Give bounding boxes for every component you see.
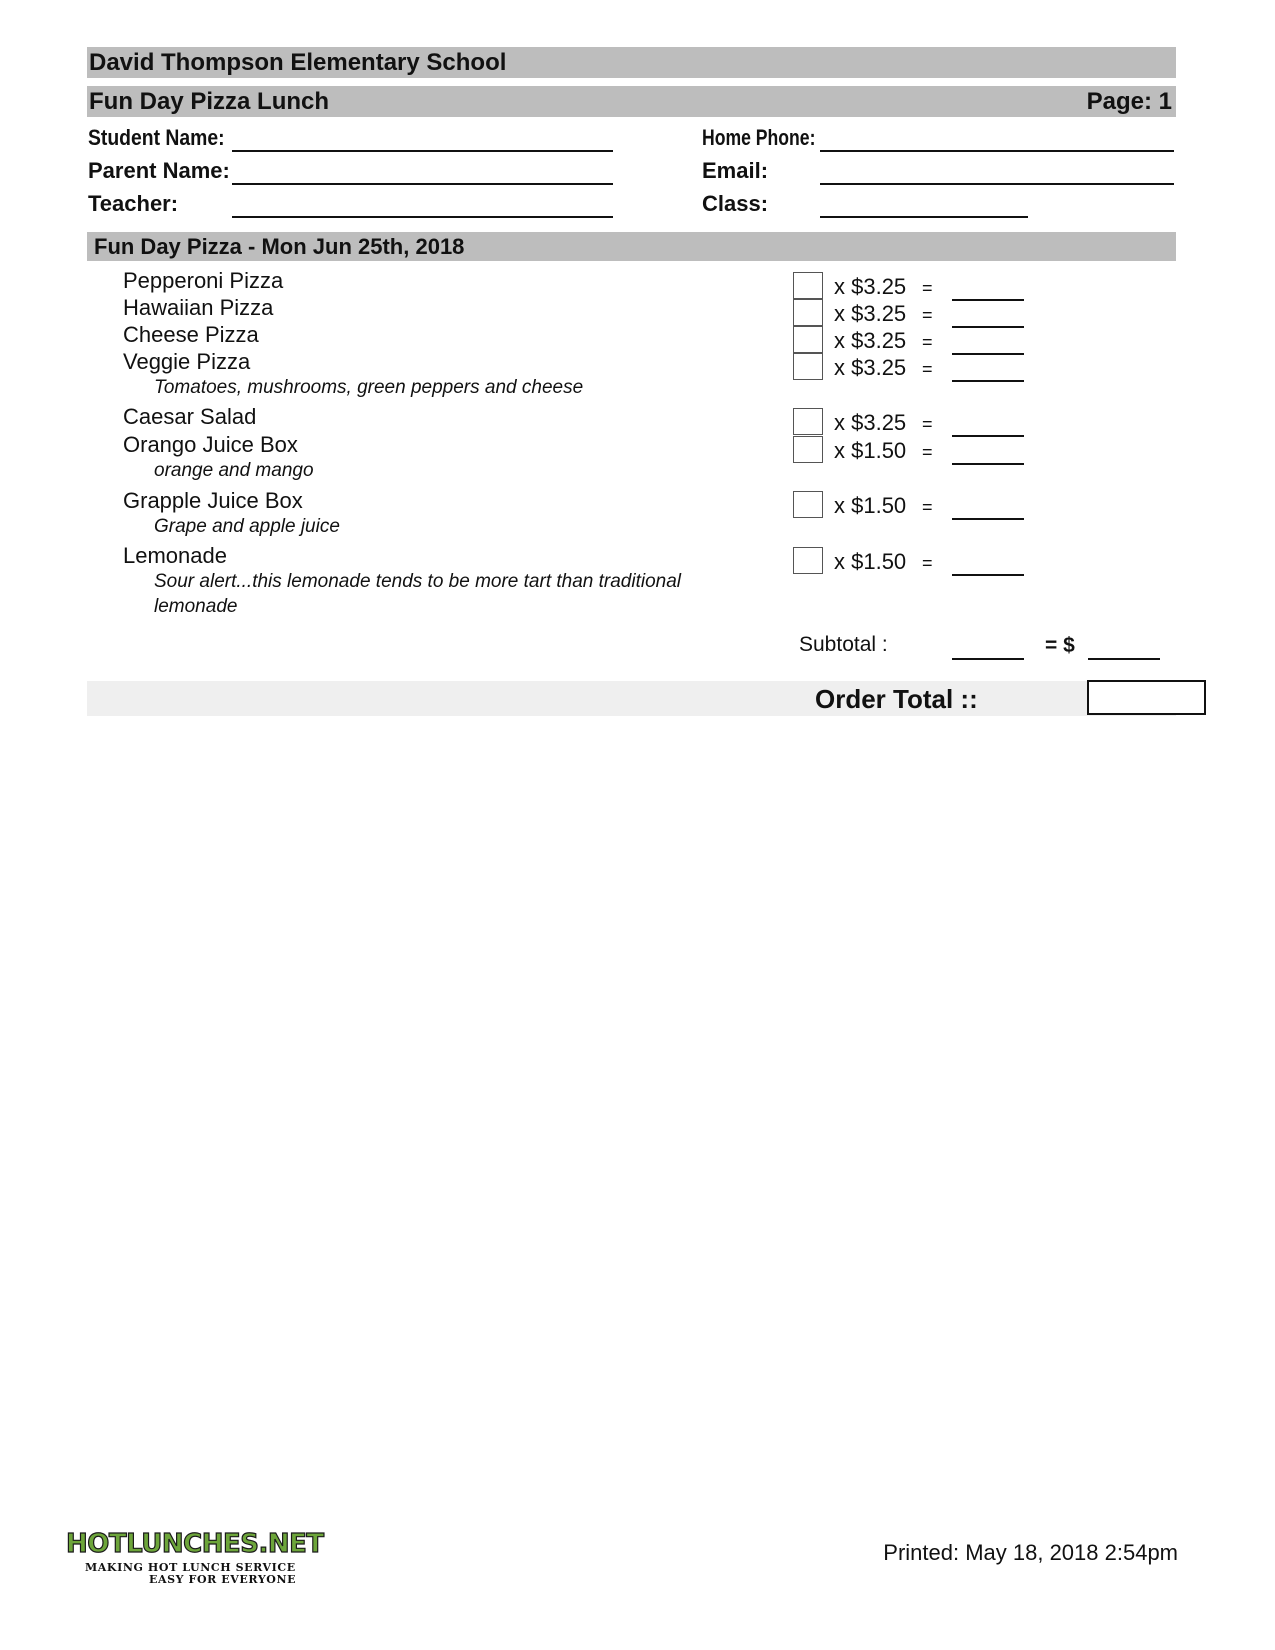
- home-phone-label: Home Phone:: [702, 125, 816, 150]
- item-price: x $1.50: [834, 438, 907, 463]
- item-description: Sour alert...this lemonade tends to be more tart than traditional: [154, 571, 682, 592]
- school-name: David Thompson Elementary School: [89, 49, 507, 76]
- quantity-box[interactable]: [793, 353, 823, 380]
- hotlunches-logo: [66, 1531, 326, 1591]
- quantity-box[interactable]: [793, 491, 823, 518]
- subtotal-equals-dollar: = $: [1045, 634, 1075, 657]
- teacher-label: Teacher:: [88, 191, 179, 216]
- equals-sign: =: [922, 278, 933, 298]
- student-name-label: Student Name:: [88, 125, 225, 150]
- quantity-box[interactable]: [793, 547, 823, 574]
- item-name: Lemonade: [123, 543, 227, 568]
- equals-sign: =: [922, 442, 933, 462]
- item-price: x $1.50: [834, 493, 907, 518]
- item-name: Cheese Pizza: [123, 322, 259, 347]
- line-total-field[interactable]: [952, 574, 1024, 576]
- student-name-field[interactable]: [232, 150, 613, 152]
- item-price: x $3.25: [834, 355, 907, 380]
- subtotal-quantity-field[interactable]: [952, 658, 1024, 660]
- item-price: x $3.25: [834, 410, 907, 435]
- equals-sign: =: [922, 332, 933, 352]
- form-title: Fun Day Pizza Lunch: [89, 88, 330, 115]
- item-name: Orango Juice Box: [123, 432, 298, 457]
- item-price: x $1.50: [834, 549, 907, 574]
- parent-name-label: Parent Name:: [88, 158, 230, 183]
- parent-name-field[interactable]: [232, 183, 613, 185]
- item-name: Veggie Pizza: [123, 349, 251, 374]
- item-price: x $3.25: [834, 301, 907, 326]
- order-total-band: [87, 681, 1176, 716]
- school-name-bar: [87, 47, 1176, 78]
- item-description-continued: lemonade: [154, 596, 238, 617]
- item-name: Pepperoni Pizza: [123, 268, 284, 293]
- quantity-box[interactable]: [793, 272, 823, 299]
- order-total-label: Order Total ::: [815, 684, 978, 714]
- equals-sign: =: [922, 497, 933, 517]
- subtotal-label: Subtotal :: [799, 633, 888, 656]
- line-total-field[interactable]: [952, 326, 1024, 328]
- line-total-field[interactable]: [952, 380, 1024, 382]
- item-description: Tomatoes, mushrooms, green peppers and cheese: [154, 377, 584, 398]
- equals-sign: =: [922, 305, 933, 325]
- item-name: Hawaiian Pizza: [123, 295, 274, 320]
- section-title: Fun Day Pizza - Mon Jun 25th, 2018: [94, 234, 465, 259]
- line-total-field[interactable]: [952, 353, 1024, 355]
- equals-sign: =: [922, 553, 933, 573]
- quantity-box[interactable]: [793, 326, 823, 353]
- item-name: Caesar Salad: [123, 404, 257, 429]
- item-description: Grape and apple juice: [154, 516, 340, 537]
- item-name: Grapple Juice Box: [123, 488, 303, 513]
- logo-tagline-2: EASY FOR EVERYONE: [149, 1573, 297, 1586]
- subtotal-amount-field[interactable]: [1088, 658, 1160, 660]
- line-total-field[interactable]: [952, 518, 1024, 520]
- line-total-field[interactable]: [952, 463, 1024, 465]
- quantity-box[interactable]: [793, 408, 823, 435]
- quantity-box[interactable]: [793, 299, 823, 326]
- home-phone-field[interactable]: [820, 150, 1174, 152]
- item-description: orange and mango: [154, 460, 314, 481]
- section-title-bar: [87, 232, 1176, 261]
- quantity-box[interactable]: [793, 436, 823, 463]
- order-total-box[interactable]: [1087, 680, 1206, 715]
- class-label: Class:: [702, 191, 769, 216]
- line-total-field[interactable]: [952, 435, 1024, 437]
- line-total-field[interactable]: [952, 299, 1024, 301]
- teacher-field[interactable]: [232, 216, 613, 218]
- email-label: Email:: [702, 158, 769, 183]
- equals-sign: =: [922, 414, 933, 434]
- item-price: x $3.25: [834, 328, 907, 353]
- email-field[interactable]: [820, 183, 1174, 185]
- item-price: x $3.25: [834, 274, 907, 299]
- page-number: Page: 1: [1086, 88, 1172, 115]
- equals-sign: =: [922, 359, 933, 379]
- class-field[interactable]: [820, 216, 1028, 218]
- logo-text: HOTLUNCHES.NET: [66, 1529, 324, 1559]
- printed-timestamp: Printed: May 18, 2018 2:54pm: [883, 1540, 1178, 1565]
- logo-tagline-1: MAKING HOT LUNCH SERVICE: [85, 1561, 296, 1574]
- form-title-bar: [87, 86, 1176, 117]
